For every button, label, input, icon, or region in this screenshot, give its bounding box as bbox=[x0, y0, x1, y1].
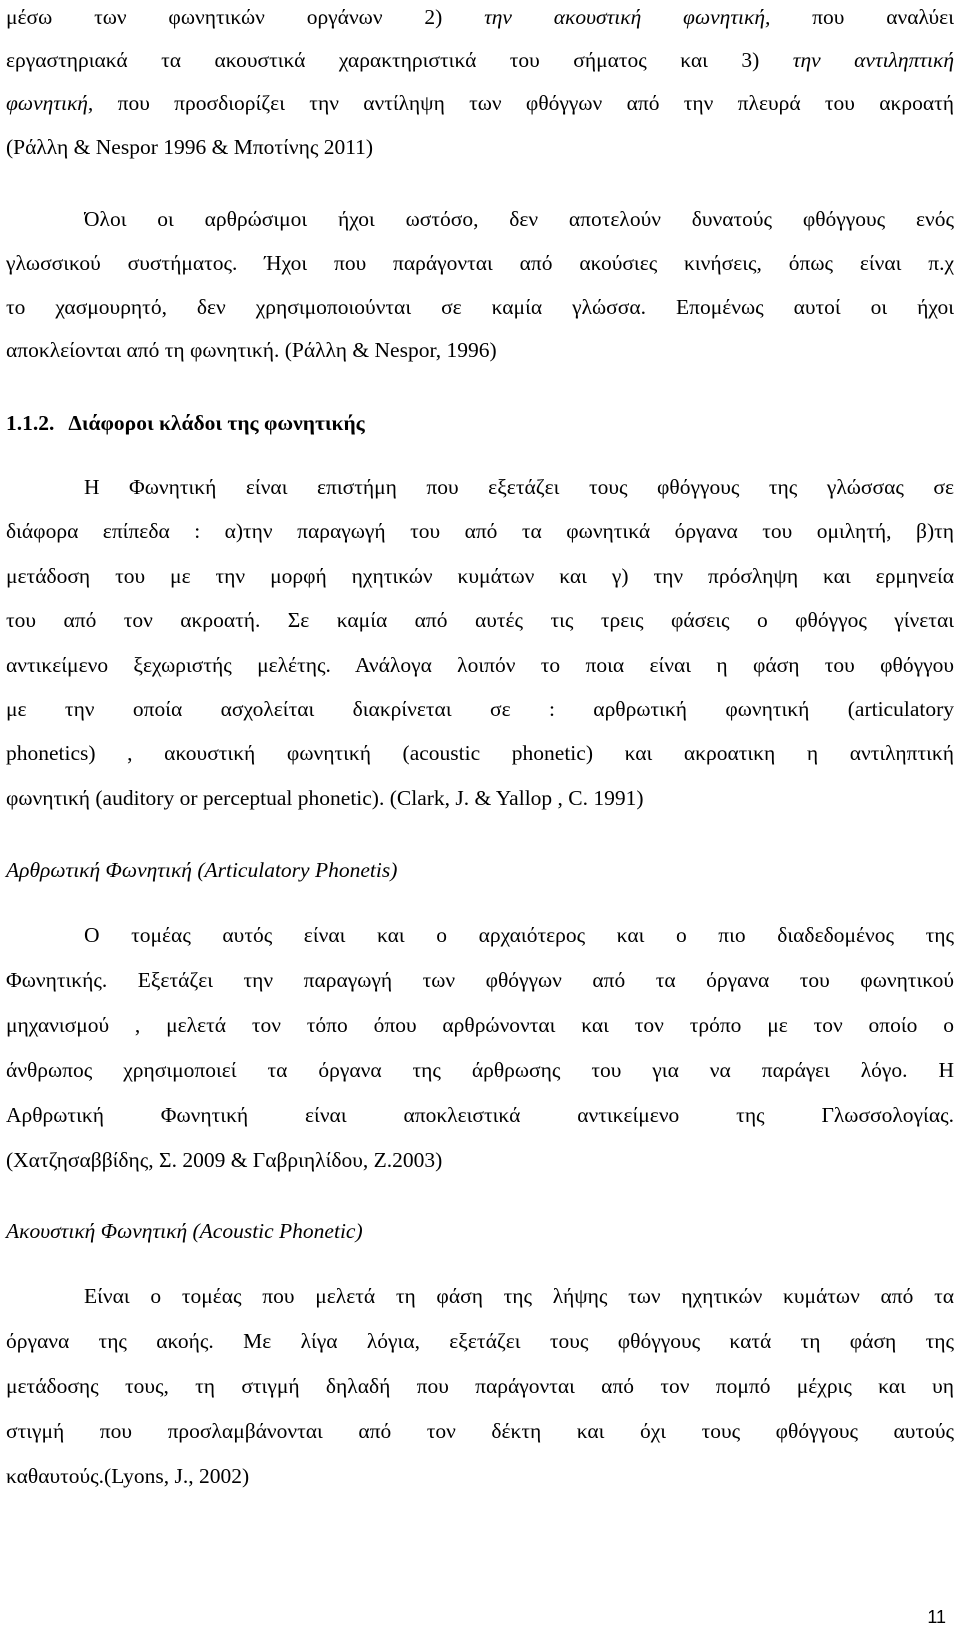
paragraph-first-line: Ο τομέας αυτός είναι και ο αρχαιότερος και ο πιο διαδεδομένος της bbox=[84, 923, 954, 947]
paragraph-first-line: Η Φωνητική είναι επιστήμη που εξετάζει τους φθόγγους της γλώσσας σε bbox=[84, 475, 954, 499]
text-run: μέσω των φωνητικών οργάνων 2) bbox=[6, 5, 485, 29]
paragraph-line bbox=[6, 89, 954, 117]
paragraph-line: καθαυτούς.(Lyons, J., 2002) bbox=[6, 1464, 250, 1488]
italic-term: την ακουστική φωνητική, bbox=[484, 5, 771, 29]
paragraph-line: Αρθρωτική Φωνητική είναι αποκλειστικά αντικείμενο της Γλωσσολογίας. bbox=[6, 1103, 954, 1127]
paragraph-line: το χασμουρητό, δεν χρησιμοποιούνται σε καμία γλώσσα. Επομένως αυτοί οι ήχοι bbox=[6, 295, 954, 319]
section-heading bbox=[6, 409, 365, 437]
paragraph-line: μετάδοση του με την μορφή ηχητικών κυμάτων και γ) την πρόσληψη και ερμηνεία bbox=[6, 564, 954, 588]
paragraph-line: όργανα της ακοής. Με λίγα λόγια, εξετάζει τους φθόγγους κατά τη φάση της bbox=[6, 1329, 954, 1353]
text-run: εργαστηριακά τα ακουστικά χαρακτηριστικά του σήματος και 3) bbox=[6, 48, 793, 72]
paragraph-line: άνθρωπος χρησιμοποιεί τα όργανα της άρθρωσης του για να παράγει λόγο. Η bbox=[6, 1058, 954, 1082]
paragraph-line: στιγμή που προσλαμβάνονται από τον δέκτη και όχι τους φθόγγους αυτούς bbox=[6, 1419, 954, 1443]
paragraph-line: με την οποία ασχολείται διακρίνεται σε : αρθρωτική φωνητική (articulatory bbox=[6, 697, 954, 721]
paragraph-line: μηχανισμού , μελετά τον τόπο όπου αρθρώνονται και τον τρόπο με τον οποίο ο bbox=[6, 1013, 954, 1037]
paragraph-line: αντικείμενο ξεχωριστής μελέτης. Ανάλογα λοιπόν το ποια είναι η φάση του φθόγγου bbox=[6, 653, 954, 677]
page-number: 11 bbox=[927, 1607, 946, 1627]
paragraph-line: διάφορα επίπεδα : α)την παραγωγή του από τα φωνητικά όργανα του ομιλητή, β)τη bbox=[6, 519, 954, 543]
paragraph-line: φωνητική (auditory or perceptual phonetic). (Clark, J. & Yallop , C. 1991) bbox=[6, 786, 644, 810]
paragraph-line: του από τον ακροατή. Σε καμία από αυτές τις τρεις φάσεις ο φθόγγος γίνεται bbox=[6, 608, 954, 632]
paragraph-line bbox=[6, 46, 954, 74]
paragraph-first-line: Είναι ο τομέας που μελετά τη φάση της λήψης των ηχητικών κυμάτων από τα bbox=[84, 1284, 954, 1308]
subsection-heading-acoustic: Ακουστική Φωνητική (Acoustic Phonetic) bbox=[6, 1219, 363, 1243]
paragraph-line: αποκλείονται από τη φωνητική. (Ράλλη & Nespor, 1996) bbox=[6, 338, 497, 362]
paragraph-line: Φωνητικής. Εξετάζει την παραγωγή των φθόγγων από τα όργανα του φωνητικού bbox=[6, 968, 954, 992]
italic-term: την αντιληπτική bbox=[792, 48, 954, 72]
paragraph-line: μετάδοσης τους, τη στιγμή δηλαδή που παράγονται από τον πομπό μέχρις και υη bbox=[6, 1374, 954, 1398]
section-title: Διάφοροι κλάδοι της φωνητικής bbox=[68, 411, 365, 435]
section-number: 1.1.2. bbox=[6, 411, 55, 435]
italic-term: φωνητική, bbox=[6, 91, 94, 115]
paragraph-line: γλωσσικού συστήματος. Ήχοι που παράγονται από ακούσιες κινήσεις, όπως είναι π.χ bbox=[6, 251, 954, 275]
paragraph-first-line: Όλοι οι αρθρώσιμοι ήχοι ωστόσο, δεν αποτελούν δυνατούς φθόγγους ενός bbox=[84, 207, 954, 231]
paragraph-line: (Ράλλη & Nespor 1996 & Μποτίνης 2011) bbox=[6, 135, 374, 159]
paragraph-line: phonetics) , ακουστική φωνητική (acoustic phonetic) και ακροατικη η αντιληπτική bbox=[6, 741, 954, 765]
paragraph-line bbox=[6, 3, 954, 31]
paragraph-line: (Χατζησαββίδης, Σ. 2009 & Γαβριηλίδου, Ζ.2003) bbox=[6, 1148, 443, 1172]
text-run: που προσδιορίζει την αντίληψη των φθόγγων από την πλευρά του ακροατή bbox=[93, 91, 954, 115]
text-run: που αναλύει bbox=[770, 5, 954, 29]
subsection-heading-articulatory: Αρθρωτική Φωνητική (Articulatory Phonetis) bbox=[6, 858, 398, 882]
